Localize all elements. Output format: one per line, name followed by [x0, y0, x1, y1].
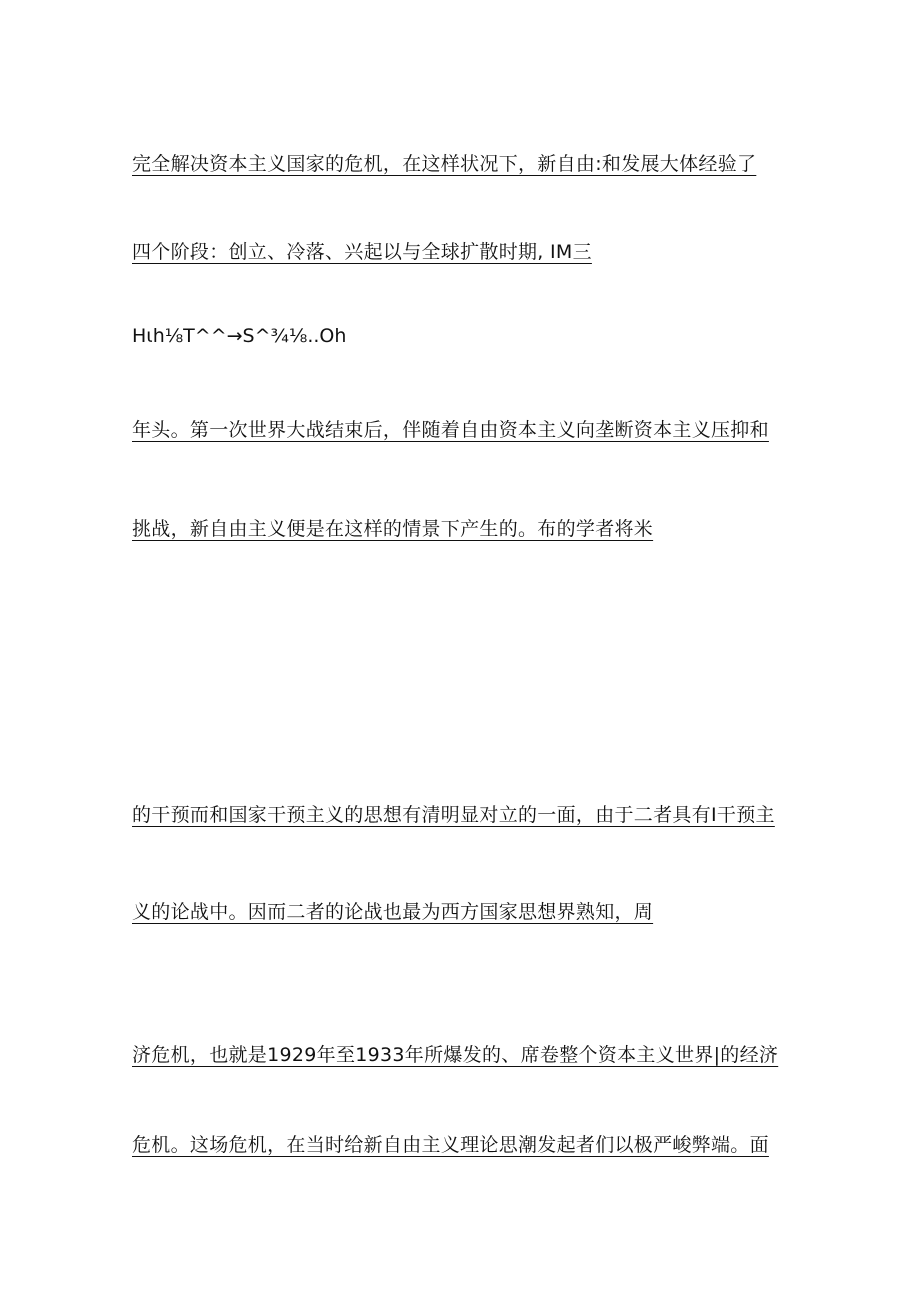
text-line-1: 完全解决资本主义国家的危机，在这样状况下，新自由:和发展大体经验了 [132, 153, 757, 175]
text-line-3: Hιh⅛T^^→S^¾⅛..Oh [132, 325, 347, 347]
text-line-7: 义的论战中。因而二者的论战也最为西方国家思想界熟知，周 [132, 901, 654, 923]
text-line-5: 挑战，新自由主义便是在这样的情景下产生的。布的学者将米 [132, 518, 654, 540]
text-line-9: 危机。这场危机，在当时给新自由主义理论思潮发起者们以极严峻弊端。面 [132, 1134, 769, 1156]
text-line-2: 四个阶段：创立、冷落、兴起以与全球扩散时期, IM三 [132, 241, 592, 263]
text-line-4: 年头。第一次世界大战结束后，伴随着自由资本主义向垄断资本主义压抑和 [132, 419, 769, 441]
text-line-6: 的干预而和国家干预主义的思想有清明显对立的一面，由于二者具有I干预主 [132, 804, 775, 826]
text-line-8: 济危机，也就是1929年至1933年所爆发的、席卷整个资本主义世界|的经济 [132, 1044, 779, 1066]
